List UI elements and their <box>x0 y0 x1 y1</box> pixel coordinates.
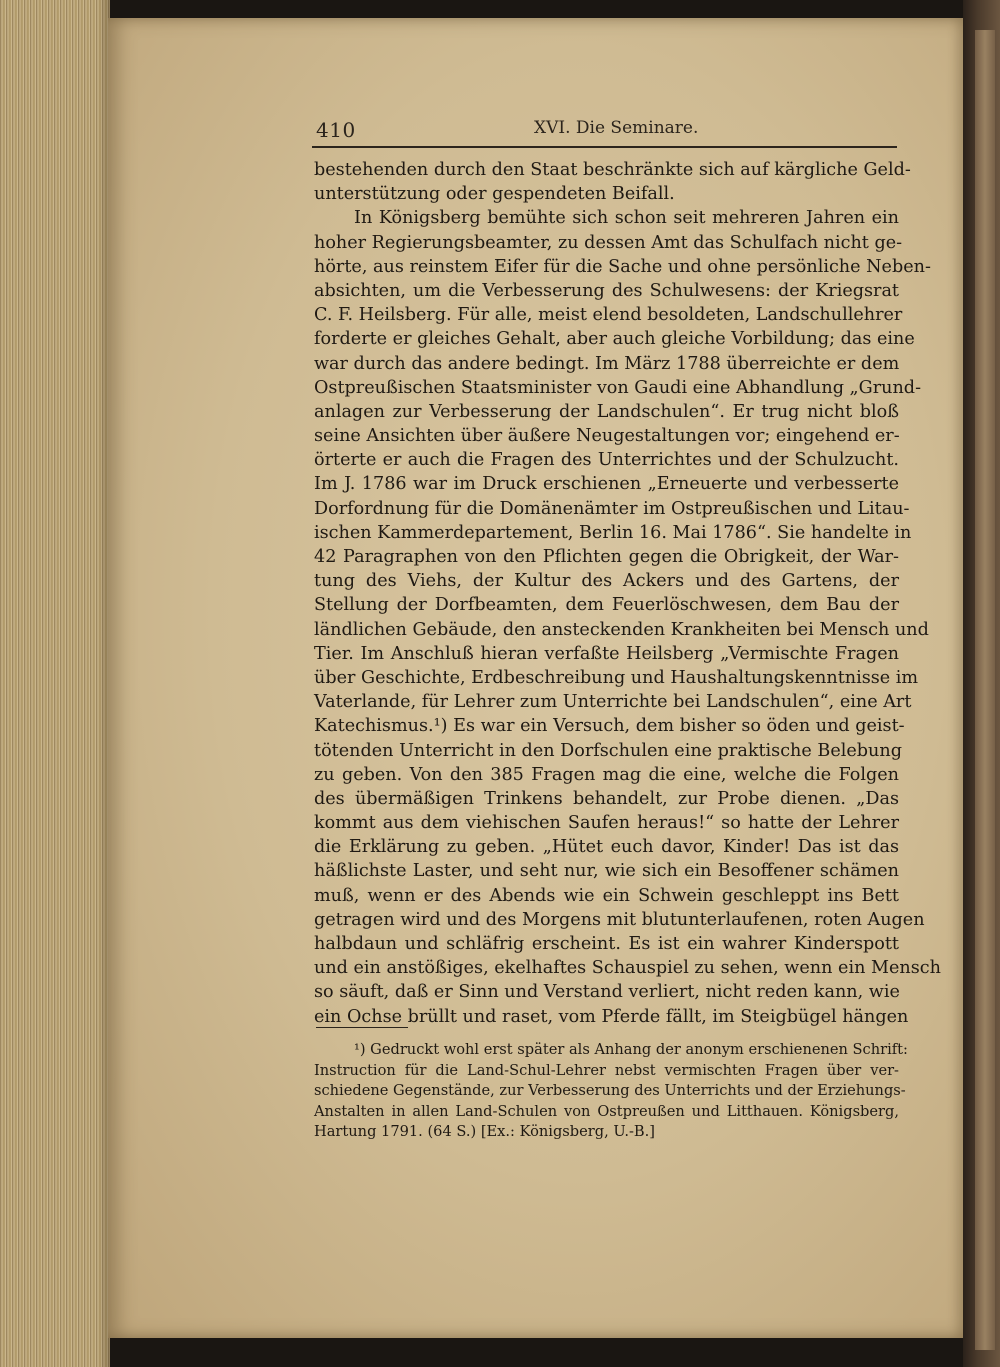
text-line: ländlichen Gebäude, den ansteckenden Krankheiten bei Mensch und <box>314 619 929 640</box>
text-line: seine Ansichten über äußere Neugestaltungen vor; eingehend er- <box>314 426 900 447</box>
page-number: 410 <box>316 118 356 142</box>
text-line: C. F. Heilsberg. Für alle, meist elend besoldeten, Landschullehrer <box>314 305 903 326</box>
text-line: ischen Kammerdepartement, Berlin 16. Mai 1786“. Sie handelte in <box>314 522 912 543</box>
text-line: des übermäßigen Trinkens behandelt, zur Probe dienen. „Das <box>314 788 899 809</box>
footnote-line: Anstalten in allen Land-Schulen von Ostpreußen und Litthauen. Königsberg, <box>314 1102 899 1120</box>
text-line: halbdaun und schläfrig erscheint. Es ist ein wahrer Kinderspott <box>314 934 899 954</box>
text-line: war durch das andere bedingt. Im März 1788 überreichte er dem <box>314 353 900 374</box>
text-line: Ostpreußischen Staatsminister von Gaudi eine Abhandlung „Grund- <box>314 377 922 398</box>
text-line: hoher Regierungsbeamter, zu dessen Amt das Schulfach nicht ge- <box>314 232 903 253</box>
text-line: getragen wird und des Morgens mit blutunterlaufenen, roten Augen <box>314 909 925 930</box>
text-line: ein Ochse brüllt und raset, vom Pferde fällt, im Steigbügel hängen <box>314 1006 909 1027</box>
text-line: 42 Paragraphen von den Pflichten gegen die Obrigkeit, der War- <box>314 547 899 567</box>
footnotes <box>314 1040 908 1143</box>
text-line: Tier. Im Anschluß hieran verfaßte Heilsberg „Vermischte Fragen <box>314 643 899 664</box>
text-line: anlagen zur Verbesserung der Landschulen“. Er trug nicht bloß <box>314 401 899 422</box>
text-line: Vaterlande, für Lehrer zum Unterrichte bei Landschulen“, eine Art <box>314 692 912 713</box>
text-line: muß, wenn er des Abends wie ein Schwein geschleppt ins Bett <box>314 885 899 906</box>
footnote-line: Hartung 1791. (64 S.) [Ex.: Königsberg, U.-B.] <box>314 1123 655 1140</box>
text-line: In Königsberg bemühte sich schon seit mehreren Jahren ein <box>354 208 899 229</box>
text-line: absichten, um die Verbesserung des Schulwesens: der Kriegsrat <box>314 280 899 301</box>
footnote-rule <box>316 1027 408 1028</box>
text-line: und ein anstößiges, ekelhaftes Schauspiel zu sehen, wenn ein Mensch <box>314 958 941 979</box>
footnote-line: schiedene Gegenstände, zur Verbesserung des Unterrichts und der Erziehungs- <box>314 1082 906 1099</box>
text-line: Dorfordnung für die Domänenämter im Ostpreußischen und Litau- <box>314 498 910 519</box>
text-line: tung des Viehs, der Kultur des Ackers und des Gartens, der <box>314 571 899 592</box>
facing-page-edge <box>975 30 995 1350</box>
text-line: die Erklärung zu geben. „Hütet euch davor, Kinder! Das ist das <box>314 837 899 858</box>
running-head: XVI. Die Seminare. <box>534 118 699 138</box>
text-line: Katechismus.¹) Es war ein Versuch, dem bisher so öden und geist- <box>314 716 905 737</box>
text-line: zu geben. Von den 385 Fragen mag die eine, welche die Folgen <box>314 764 899 785</box>
page-header <box>312 116 902 146</box>
footnote-line: ¹) Gedruckt wohl erst später als Anhang der anonym erschienenen Schrift: <box>354 1041 908 1058</box>
text-line: über Geschichte, Erdbeschreibung und Haushaltungskenntnisse im <box>314 667 919 688</box>
footnote-line: Instruction für die Land-Schul-Lehrer nebst vermischten Fragen über ver- <box>314 1061 899 1079</box>
text-line: tötenden Unterricht in den Dorfschulen eine praktische Belebung <box>314 740 902 761</box>
text-line: hörte, aus reinstem Eifer für die Sache und ohne persönliche Neben- <box>314 256 931 277</box>
text-line: Im J. 1786 war im Druck erschienen „Erneuerte und verbesserte <box>314 474 899 495</box>
text-line: häßlichste Laster, und seht nur, wie sich ein Besoffener schämen <box>314 861 899 882</box>
book-page-edges <box>0 0 110 1367</box>
text-line: örterte er auch die Fragen des Unterrichtes und der Schulzucht. <box>314 450 899 471</box>
text-line: bestehenden durch den Staat beschränkte sich auf kärgliche Geld- <box>314 160 911 180</box>
header-rule <box>312 146 897 148</box>
text-line: so säuft, daß er Sinn und Verstand verliert, nicht reden kann, wie <box>314 982 900 1003</box>
text-line: kommt aus dem viehischen Saufen heraus!“ so hatte der Lehrer <box>314 813 899 834</box>
text-line: forderte er gleiches Gehalt, aber auch gleiche Vorbildung; das eine <box>314 329 915 350</box>
text-line: unterstützung oder gespendeten Beifall. <box>314 184 675 205</box>
body-text <box>314 158 941 1029</box>
text-line: Stellung der Dorfbeamten, dem Feuerlöschwesen, dem Bau der <box>314 595 899 616</box>
